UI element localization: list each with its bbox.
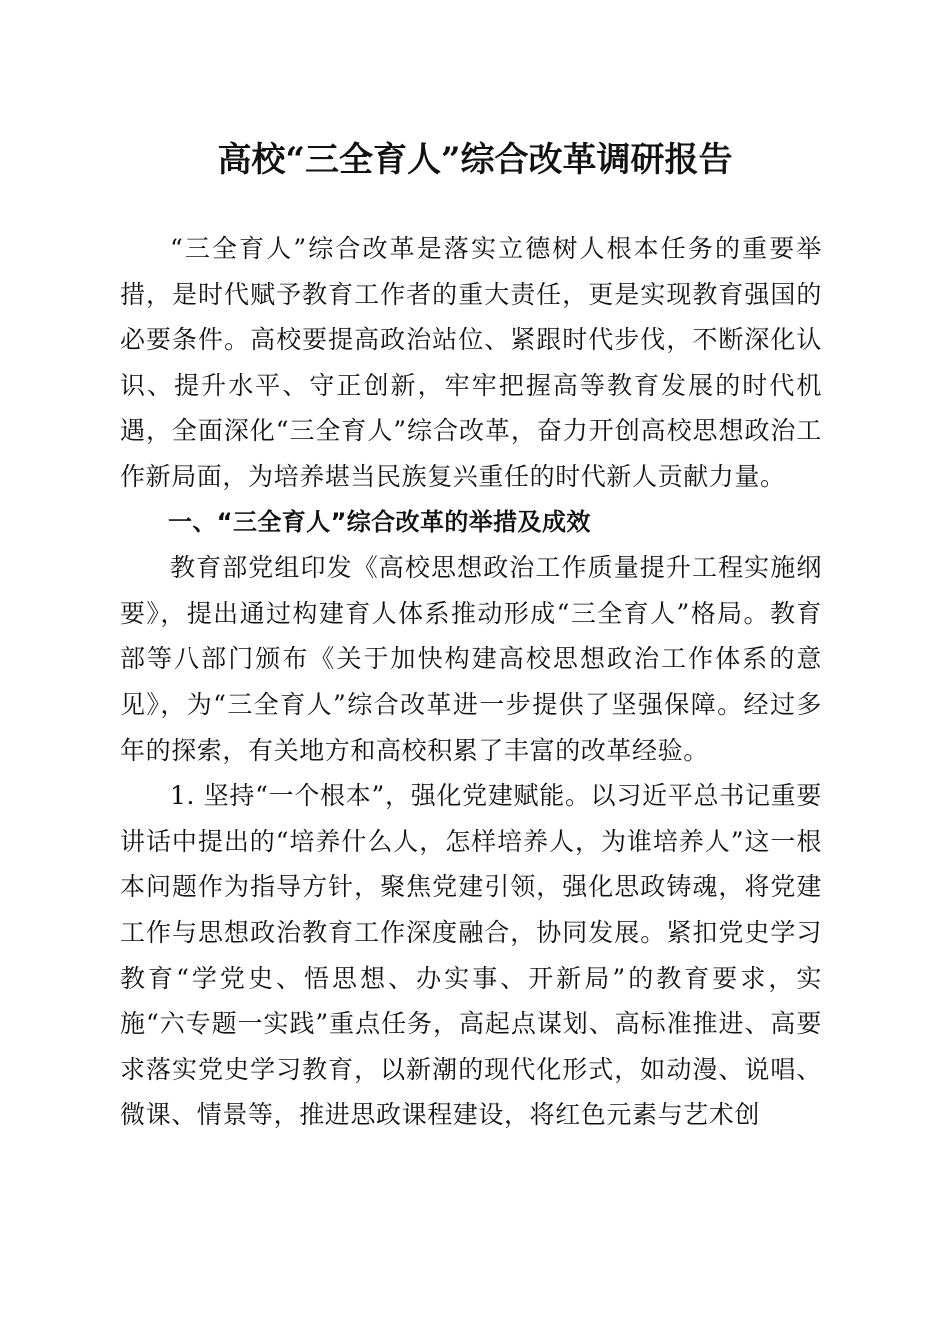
document-body — [120, 226, 822, 1138]
section-heading: 一、“三全育人”综合改革的举措及成效 — [168, 507, 591, 536]
document-title: 高校“三全育人”综合改革调研报告 — [217, 140, 733, 180]
section-paragraph-2: 1. 坚持“一个根本”，强化党建赋能。以习近平总书记重要讲话中提出的“培养什么人，怎样培养人，为谁培养人”这一根本问题作为指导方针，聚焦党建引领，强化思政铸魂，将党建工作与思想政治教育工作深度融合，协同发展。紧扣党史学习教育“学党史、悟思想、办实事、开新局”的教育要求，实施“六专题一实践”重点任务，高起点谋划、高标准推进、高要求落实党史学习教育，以新潮的现代化形式，如动漫、说唱、微课、情景等，推进思政课程建设，将红色元素与艺术创 — [120, 781, 822, 1130]
intro-paragraph: “三全育人”综合改革是落实立德树人根本任务的重要举措，是时代赋予教育工作者的重大责任，更是实现教育强国的必要条件。高校要提高政治站位、紧跟时代步伐，不断深化认识、提升水平、守正创新，牢牢把握高等教育发展的时代机遇，全面深化“三全育人”综合改革，奋力开创高校思想政治工作新局面，为培养堪当民族复兴重任的时代新人贡献力量。 — [120, 234, 822, 491]
section-paragraph-1: 教育部党组印发《高校思想政治工作质量提升工程实施纲要》，提出通过构建育人体系推动形成“三全育人”格局。教育部等八部门颁布《关于加快构建高校思想政治工作体系的意见》，为“三全育人”综合改革进一步提供了坚强保障。经过多年的探索，有关地方和高校积累了丰富的改革经验。 — [120, 553, 822, 765]
